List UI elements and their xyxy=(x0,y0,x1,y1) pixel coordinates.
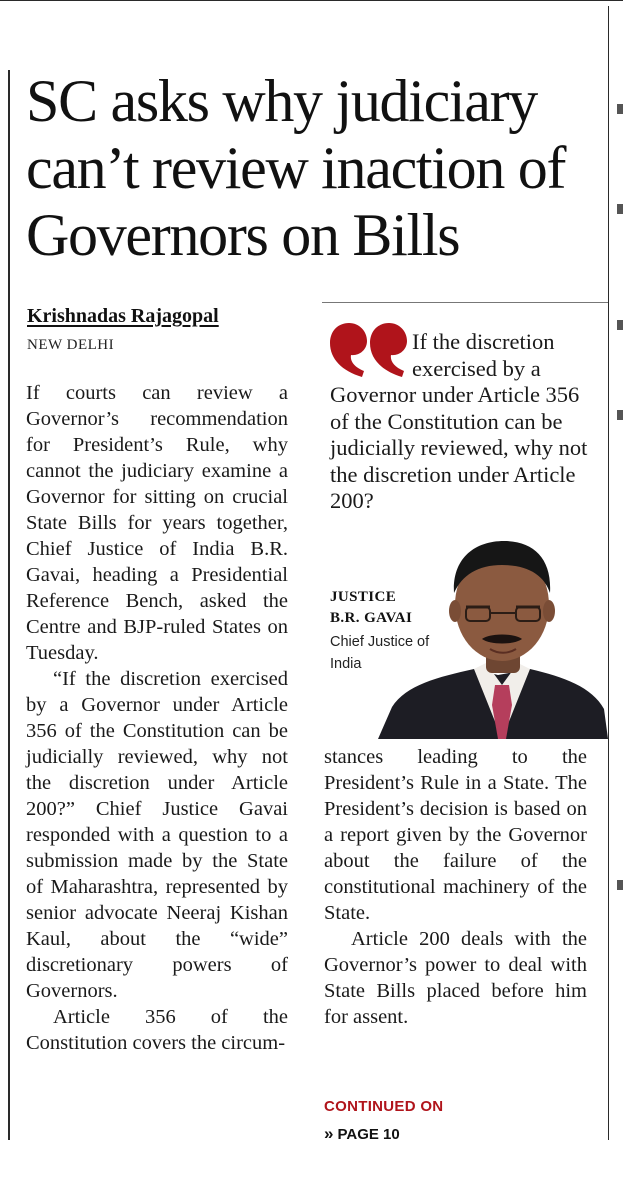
pull-quote-text: If the discretion exercised by a Governor under Article 356 of the Constitution can be judicially reviewed, why not the discretion under Article 200? xyxy=(330,329,588,513)
adjacent-article-fragment xyxy=(617,204,623,214)
paragraph: stances leading to the President’s Rule in a State. The President’s decision is based on a report given by the Governor about the failure of the constitutional machinery of the State. xyxy=(324,746,587,924)
double-chevron-right-icon: » xyxy=(324,1124,334,1143)
dateline: NEW DELHI xyxy=(27,337,115,353)
continued-page-link[interactable] xyxy=(324,1124,400,1144)
quote-attribution-name xyxy=(330,587,412,629)
byline: Krishnadas Rajagopal xyxy=(27,305,219,327)
adjacent-article-fragment xyxy=(617,104,623,114)
top-rule xyxy=(0,0,623,1)
continued-on-label: CONTINUED ON xyxy=(324,1098,444,1115)
continued-page-number: PAGE 10 xyxy=(337,1126,400,1143)
quote-name-line: B.R. GAVAI xyxy=(330,610,413,626)
right-column-rule xyxy=(608,6,609,1140)
headline: SC asks why judiciary can’t review inaction of Governors on Bills xyxy=(26,68,566,268)
adjacent-article-fragment xyxy=(617,410,623,420)
paragraph: Article 200 deals with the Governor’s power to deal with State Bills placed before him for assent. xyxy=(324,928,587,1028)
left-column-rule xyxy=(8,70,10,1140)
paragraph: Article 356 of the Constitution covers the circum- xyxy=(26,1006,288,1054)
paragraph: “If the discretion exercised by a Governor under Article 356 of the Constitution can be judicially reviewed, why not the discretion under Article 200?” Chief Justice Gavai responded with a question to a submission made by the State of Maharashtra, represented by senior advocate Neeraj Kishan Kaul, about the “wide” discretionary powers of Governors. xyxy=(26,668,288,1002)
quote-name-line: JUSTICE xyxy=(330,589,397,605)
pull-quote xyxy=(322,302,608,739)
article-column-2 xyxy=(324,744,587,1030)
quote-attribution-title: Chief Justice of India xyxy=(330,634,430,672)
paragraph: If courts can review a Governor’s recommendation for President’s Rule, why cannot the judiciary examine a Governor for sitting on crucial State Bills for years together, Chief Justice of India B.R. Gavai, heading a Presidential Reference Bench, asked the Centre and BJP-ruled States on Tuesday. xyxy=(26,382,288,664)
article-column-1 xyxy=(26,380,288,1056)
adjacent-article-fragment xyxy=(617,880,623,890)
adjacent-article-fragment xyxy=(617,320,623,330)
